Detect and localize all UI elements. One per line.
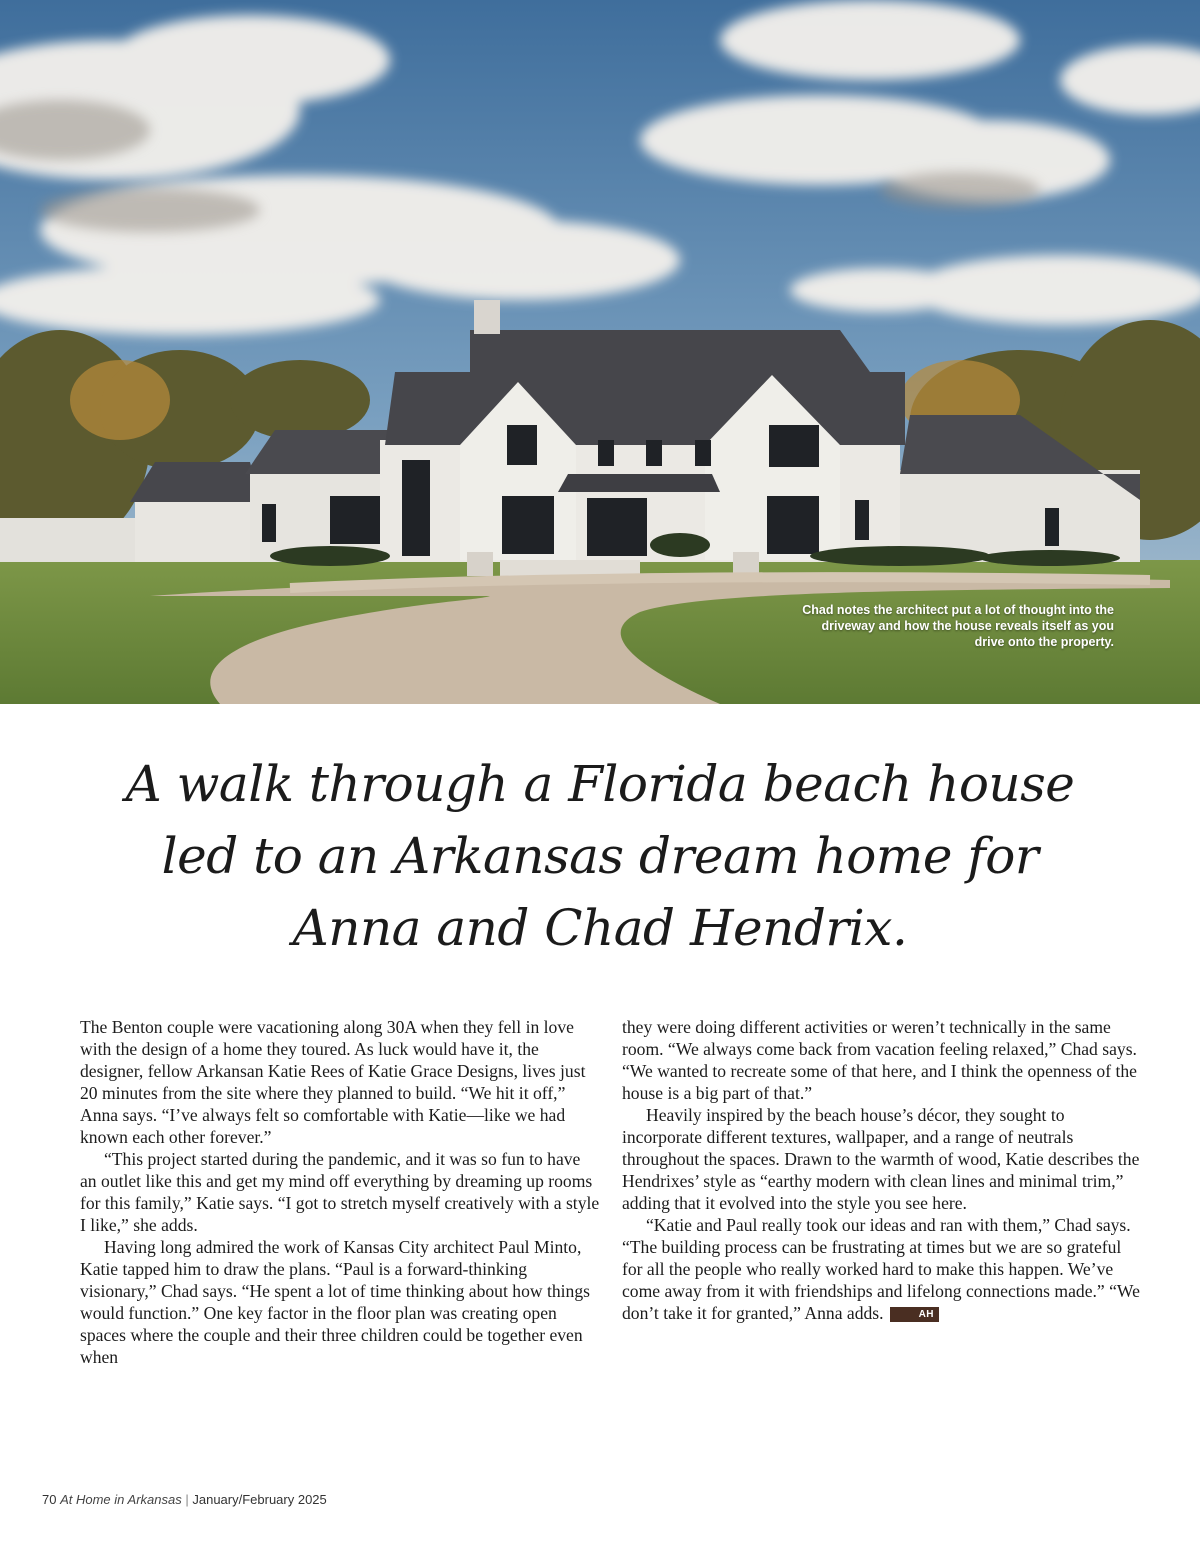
hero-photo [0,0,1200,704]
paragraph: Heavily inspired by the beach house’s décor, they sought to incorporate different textures, wallpaper, and a range of neutrals throughout the spaces. Drawn to the warmth of wood, Katie describes the Hendrixes’ style as “earthy modern with clean lines and minimal trim,” adding that it evolved into the style you see here. [622,1105,1140,1213]
paragraph: “This project started during the pandemic, and it was so fun to have an outlet like this and get my mind off everything by dreaming up rooms for this family,” Katie says. “I got to stretch myself creatively with a style I like,” she adds. [80,1149,600,1235]
paragraph: Having long admired the work of Kansas City architect Paul Minto, Katie tapped him to draw the plans. “Paul is a forward-thinking visionary,” Chad says. “He spent a lot of time thinking about how things would function.” One key factor in the floor plan was creating open spaces where the couple and their three children could be together even when [80,1237,590,1367]
issue-date: January/February 2025 [192,1492,327,1507]
page-number: 70 [42,1492,57,1507]
paragraph: The Benton couple were vacationing along 30A when they fell in love with the design of a home they toured. As luck would have it, the designer, fellow Arkansan Katie Rees of Katie Grace Designs, lives just 20 minutes from the site where they planned to build. “We hit it off,” Anna says. “I’ve always felt so comfortable with Katie—like we had known each other forever.” [80,1017,586,1147]
page-folio [42,1492,327,1507]
end-mark-badge: AH [890,1307,939,1322]
folio-separator: | [185,1492,189,1507]
paragraph-final [622,1214,1142,1324]
article-headline: A walk through a Florida beach house led to an Arkansas dream home for Anna and Chad Hendrix. [125,755,1075,957]
house-photo-illustration [0,0,1200,704]
publication-name: At Home in Arkansas [60,1492,182,1507]
paragraph-text: “Katie and Paul really took our ideas and ran with them,” Chad says. “The building process can be frustrating at times but we are so grateful for all the people who really worked hard to make this happen. We’ve come away from it with friendships and lifelong connections made.” “We don’t take it for granted,” Anna adds. [622,1215,1140,1323]
paragraph: they were doing different activities or weren’t technically in the same room. “We always come back from vacation feeling relaxed,” Chad says. “We wanted to recreate some of that here, and I think the openness of the house is a big part of that.” [622,1017,1137,1103]
body-column-right [622,1016,1142,1324]
photo-caption: Chad notes the architect put a lot of thought into the driveway and how the house reveals itself as you drive onto the property. [802,603,1114,649]
body-column-left [80,1016,600,1368]
